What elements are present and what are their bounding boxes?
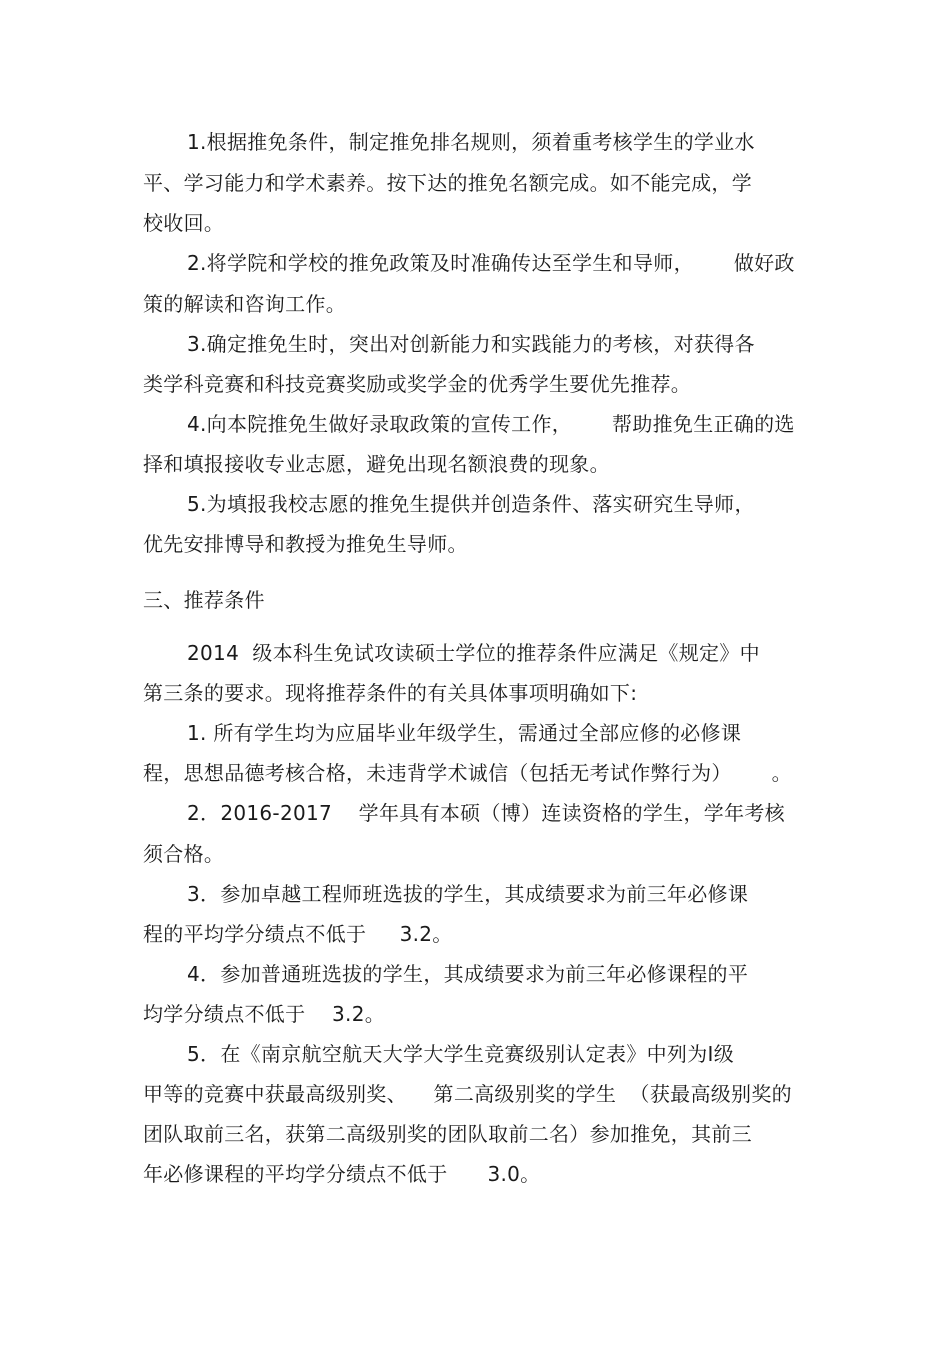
paragraph-5-line-1: 5.为填报我校志愿的推免生提供并创造条件、落实研究生导师， [187,492,755,516]
condition-2-line-1: 2．2016-2017 学年具有本硕（博）连读资格的学生，学年考核 [187,801,785,825]
condition-3-line-1: 3．参加卓越工程师班选拔的学生，其成绩要求为前三年必修课 [187,882,749,906]
condition-1-line-1: 1. 所有学生均为应届毕业年级学生，需通过全部应修的必修课 [187,721,742,745]
paragraph-3-line-2: 类学科竞赛和科技竞赛奖励或奖学金的优秀学生要优先推荐。 [143,372,692,396]
condition-4-line-1: 4．参加普通班选拔的学生，其成绩要求为前三年必修课程的平 [187,962,749,986]
intro-line-2: 第三条的要求。现将推荐条件的有关具体事项明确如下: [143,681,638,705]
paragraph-2-line-2: 策的解读和咨询工作。 [143,292,346,316]
paragraph-1-line-2: 平、学习能力和学术素养。按下达的推免名额完成。如不能完成，学 [143,171,752,195]
paragraph-1-line-3: 校收回。 [143,211,225,235]
paragraph-2-line-1: 2.将学院和学校的推免政策及时准确传达至学生和导师， 做好政 [187,251,795,275]
paragraph-1-line-1: 1.根据推免条件，制定推免排名规则，须着重考核学生的学业水 [187,130,755,154]
intro-line-1: 2014 级本科生免试攻读硕士学位的推荐条件应满足《规定》中 [187,641,760,665]
condition-5-line-1: 5．在《南京航空航天大学大学生竞赛级别认定表》中列为Ⅰ级 [187,1042,735,1066]
condition-5-line-2: 甲等的竞赛中获最高级别奖、 第二高级别奖的学生 （获最高级别奖的 [143,1082,792,1106]
condition-2-line-2: 须合格。 [143,842,225,866]
condition-1-line-2: 程，思想品德考核合格，未违背学术诚信（包括无考试作弊行为） 。 [143,761,792,785]
paragraph-4-line-2: 择和填报接收专业志愿，避免出现名额浪费的现象。 [143,452,610,476]
condition-5-line-4: 年必修课程的平均学分绩点不低于 3.0。 [143,1162,541,1186]
paragraph-5-line-2: 优先安排博导和教授为推免生导师。 [143,532,468,556]
paragraph-4-line-1: 4.向本院推免生做好录取政策的宣传工作， 帮助推免生正确的选 [187,412,795,436]
condition-3-line-2: 程的平均学分绩点不低于 3.2。 [143,922,453,946]
paragraph-3-line-1: 3.确定推免生时，突出对创新能力和实践能力的考核，对获得各 [187,332,755,356]
condition-5-line-3: 团队取前三名，获第二高级别奖的团队取前二名）参加推免，其前三 [143,1122,752,1146]
condition-4-line-2: 均学分绩点不低于 3.2。 [143,1002,386,1026]
section-heading: 三、推荐条件 [143,588,265,612]
